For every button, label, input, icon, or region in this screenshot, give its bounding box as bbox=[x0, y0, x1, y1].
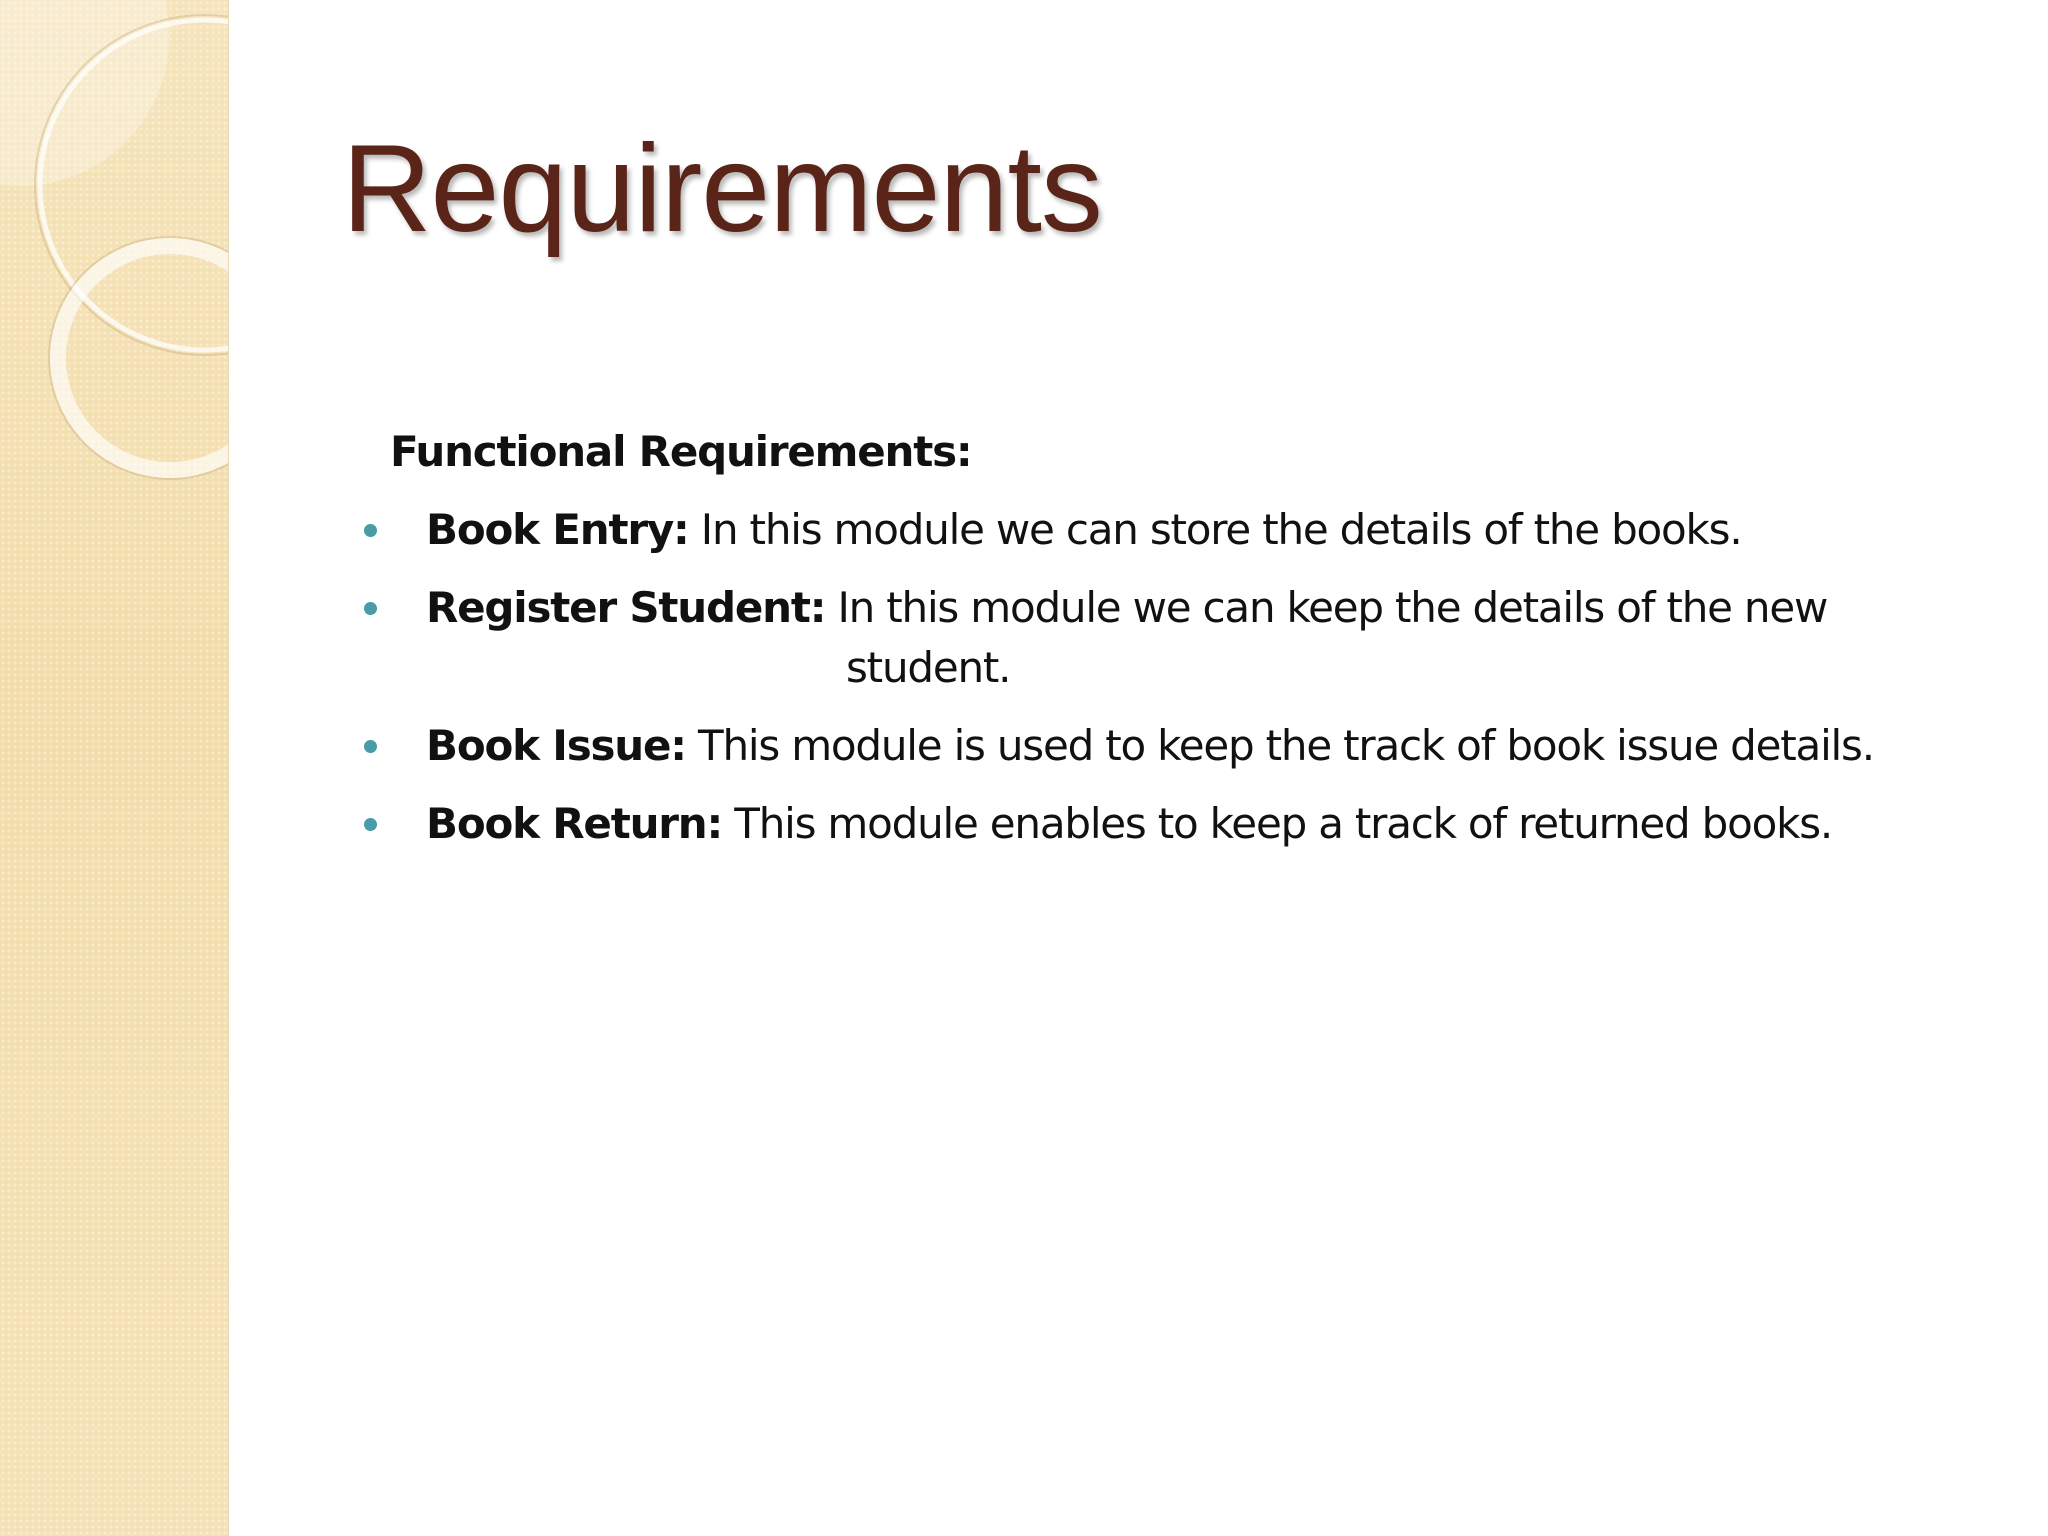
slide-title: Requirements bbox=[342, 120, 1102, 258]
bullet-icon bbox=[364, 524, 377, 537]
list-item bbox=[356, 578, 1996, 698]
bullet-icon bbox=[364, 818, 377, 831]
item-term: Register Student: bbox=[426, 583, 826, 632]
item-description-continuation: student. bbox=[846, 643, 1011, 692]
item-term: Book Return: bbox=[426, 799, 723, 848]
item-description: In this module we can keep the details of the new bbox=[825, 583, 1828, 632]
slide-body bbox=[356, 422, 1996, 872]
list-item bbox=[356, 794, 1996, 854]
requirements-list bbox=[356, 500, 1996, 854]
item-term: Book Issue: bbox=[426, 721, 686, 770]
list-item bbox=[356, 500, 1996, 560]
list-item bbox=[356, 716, 1996, 776]
item-description: This module is used to keep the track of book issue details. bbox=[685, 721, 1874, 770]
bullet-icon bbox=[364, 602, 377, 615]
section-heading: Functional Requirements: bbox=[390, 427, 972, 476]
item-description: This module enables to keep a track of returned books. bbox=[722, 799, 1833, 848]
decorative-rings-icon bbox=[0, 0, 228, 520]
item-description: In this module we can store the details of the books. bbox=[688, 505, 1742, 554]
bullet-icon bbox=[364, 740, 377, 753]
decorative-side-band bbox=[0, 0, 229, 1536]
item-term: Book Entry: bbox=[426, 505, 689, 554]
